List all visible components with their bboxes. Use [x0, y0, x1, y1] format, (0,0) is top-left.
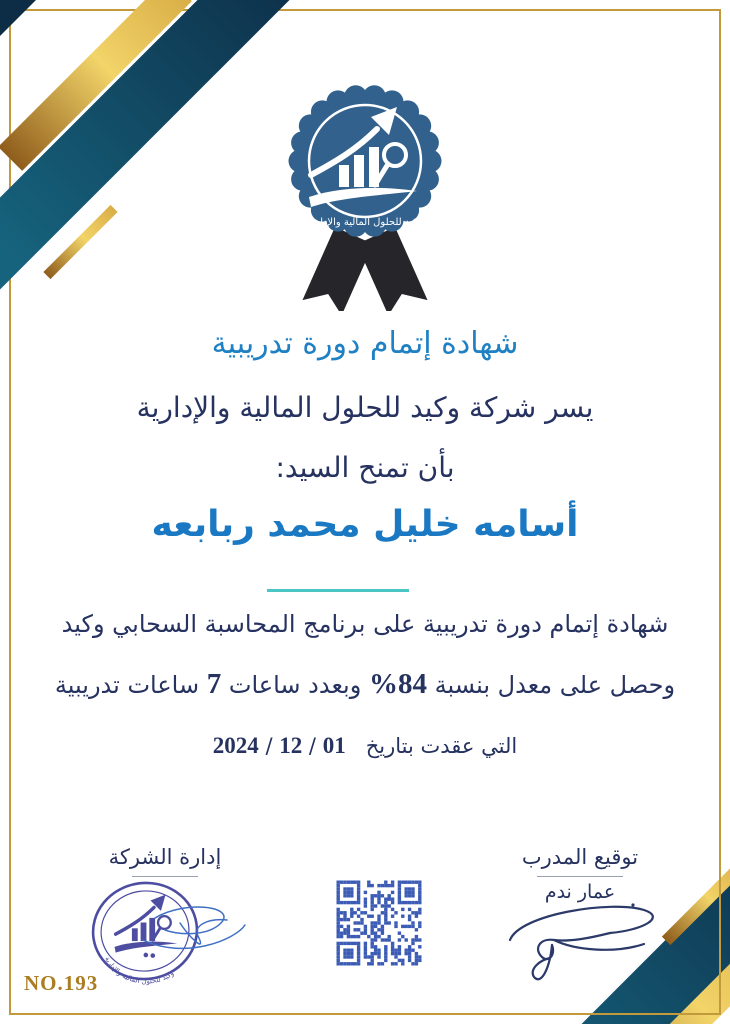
date-month: 12 [279, 733, 303, 758]
qr-code-icon [333, 877, 425, 969]
company-signature-title: إدارة الشركة [108, 845, 222, 869]
seal-logo-text: وكيد للحلول المالية والإدارية [307, 217, 423, 228]
seal-badge-icon [255, 61, 475, 311]
company-stamp [85, 878, 250, 993]
course-date-line [0, 733, 730, 759]
company-stamp-icon [85, 878, 250, 993]
date-label: التي عقدت بتاريخ [365, 734, 518, 758]
company-seal-badge [255, 61, 475, 311]
recipient-name: أسامه خليل محمد ربابعه [151, 504, 579, 545]
grant-line: بأن تمنح السيد: [275, 451, 455, 484]
qr-code [333, 877, 425, 969]
course-description-line: شهادة إتمام دورة تدريبية على برنامج المحاسبة السحابي وكيد [61, 610, 669, 638]
score-value: %84 [368, 668, 427, 700]
teal-divider-line [267, 589, 409, 592]
trainer-signature-title: توقيع المدرب [521, 845, 639, 869]
date-sep1: / [308, 734, 316, 758]
date-year: 2024 [212, 733, 259, 758]
score-line-part2: وبعدد ساعات [228, 671, 362, 699]
issuer-line: يسر شركة وكيد للحلول المالية والإدارية [136, 391, 594, 424]
trainer-signature-line [537, 876, 623, 877]
company-signature-line [132, 876, 198, 877]
ribbon-tails-icon [302, 227, 427, 311]
trainer-signature-icon [492, 898, 677, 993]
certificate-serial-number: NO.193 [24, 971, 99, 995]
date-day: 01 [322, 733, 346, 758]
corner-chip-top-left [0, 0, 36, 36]
stamp-arc-text: وكيد للحلول المالية والإدارية [103, 955, 176, 986]
score-line-part1: وحصل على معدل بنسبة [434, 671, 676, 699]
certificate-title: شهادة إتمام دورة تدريبية [211, 326, 519, 361]
trainer-name: عمار ندم [544, 881, 616, 903]
stamp-logo-icon [115, 895, 178, 958]
trainer-signature [492, 898, 677, 993]
hours-value: 7 [206, 668, 222, 700]
date-sep2: / [265, 734, 273, 758]
score-line-part3: ساعات تدريبية [54, 671, 200, 699]
score-hours-line [0, 668, 730, 701]
